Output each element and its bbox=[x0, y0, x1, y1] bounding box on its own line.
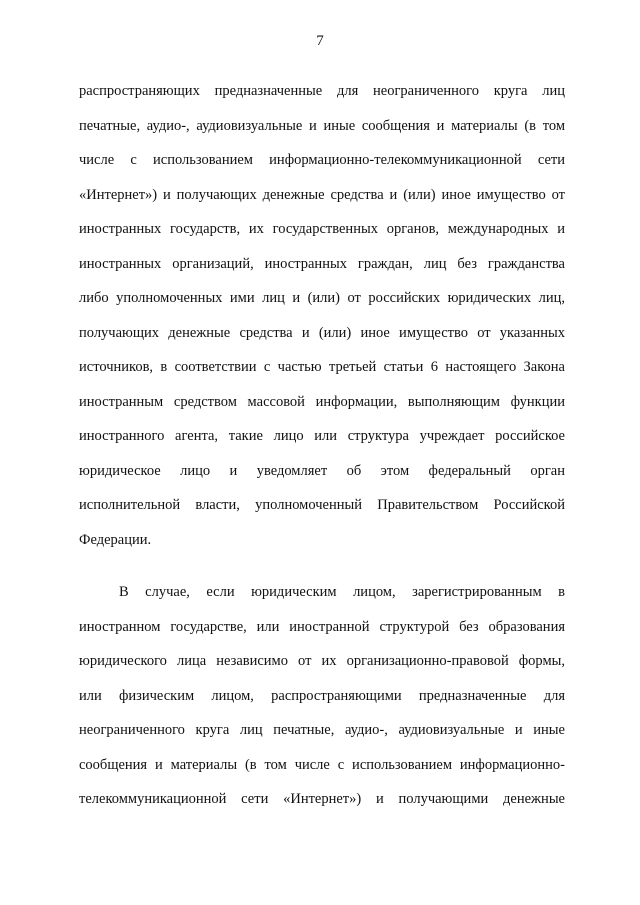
paragraph-2 bbox=[79, 575, 565, 817]
text-line: получающих денежные средства и (или) иное имущество от указанных bbox=[79, 324, 565, 341]
text-line: или физическим лицом, распространяющими предназначенные для bbox=[79, 687, 565, 704]
text-line: источников, в соответствии с частью третьей статьи 6 настоящего Закона bbox=[79, 359, 565, 375]
text-line: либо уполномоченных ими лиц и (или) от российских юридических лиц, bbox=[79, 290, 565, 306]
text-line: юридическое лицо и уведомляет об этом федеральный орган bbox=[79, 462, 565, 479]
text-line: телекоммуникационной сети «Интернет») и получающими денежные bbox=[79, 791, 565, 807]
text-line: иностранным средством массовой информации, выполняющим функции bbox=[79, 393, 565, 410]
text-line: распространяющих предназначенные для неограниченного круга лиц bbox=[79, 83, 565, 99]
body-text bbox=[79, 74, 565, 817]
text-line: иностранных государств, их государственных органов, международных и bbox=[79, 221, 565, 237]
text-line: «Интернет») и получающих денежные средства и (или) иное имущество от bbox=[79, 186, 565, 203]
text-line: В случае, если юридическим лицом, зарегистрированным в bbox=[119, 584, 565, 600]
paragraph-1 bbox=[79, 74, 565, 557]
text-line: неограниченного круга лиц печатные, аудио-, аудиовизуальные и иные bbox=[79, 722, 565, 738]
text-line: иностранных организаций, иностранных граждан, лиц без гражданства bbox=[79, 255, 565, 272]
text-line: числе с использованием информационно-телекоммуникационной сети bbox=[79, 152, 565, 168]
text-line: печатные, аудио-, аудиовизуальные и иные сообщения и материалы (в том bbox=[79, 117, 565, 134]
page-number: 7 bbox=[316, 33, 324, 49]
text-line: исполнительной власти, уполномоченный Правительством Российской bbox=[79, 497, 565, 513]
text-line: юридического лица независимо от их организационно-правовой формы, bbox=[79, 653, 565, 669]
text-line: Федерации. bbox=[79, 531, 152, 548]
text-line: иностранного агента, такие лицо или структура учреждает российское bbox=[79, 428, 565, 444]
text-line: иностранном государстве, или иностранной структурой без образования bbox=[79, 618, 565, 635]
text-line: сообщения и материалы (в том числе с использованием информационно- bbox=[79, 756, 565, 773]
